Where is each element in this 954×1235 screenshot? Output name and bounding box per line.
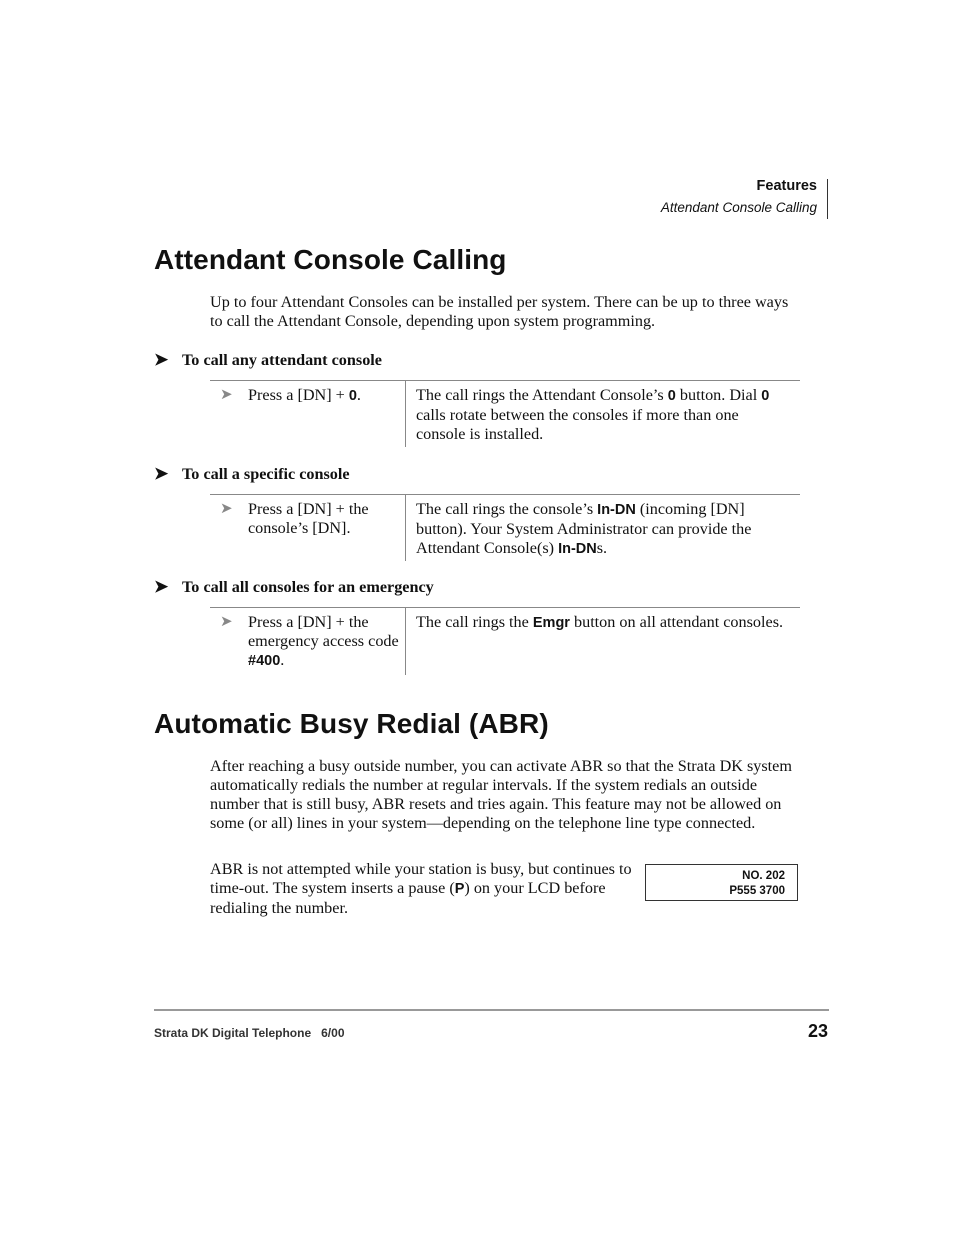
lcd-display-example (645, 864, 798, 901)
action-text: Press a [DN] + 0. (248, 386, 361, 404)
action-cell (210, 608, 406, 675)
action-text: Press a [DN] + the emergency access code #400. (248, 613, 399, 669)
bullet-arrow-icon: ➤ (220, 387, 233, 403)
step-heading-text: To call all consoles for an emergency (182, 578, 434, 596)
bullet-arrow-icon: ➤ (220, 501, 233, 517)
procedure-table (210, 380, 800, 447)
header-divider (827, 179, 828, 219)
key-in-dn: In-DN (597, 502, 636, 518)
footer-title: Strata DK Digital Telephone 6/00 (154, 1026, 345, 1040)
step-heading (154, 464, 350, 484)
running-header-section: Features (756, 178, 817, 194)
bullet-arrow-icon: ➤ (220, 614, 233, 630)
section1-intro: Up to four Attendant Consoles can be installed per system. There can be up to three ways to call the Attendant Console, depending upon system programming. (210, 293, 789, 330)
section-title-attendant-console-calling: Attendant Console Calling (154, 244, 507, 275)
running-header-subsection: Attendant Console Calling (660, 200, 817, 215)
key-emergency-code: #400 (248, 653, 281, 669)
section-title-automatic-busy-redial: Automatic Busy Redial (ABR) (154, 708, 549, 739)
key-pause: P (454, 881, 465, 897)
result-cell: The call rings the console’s In-DN (incoming [DN] button). Your System Administrator can provide the Attendant Console(s) In-DNs. (416, 500, 752, 557)
procedure-table (210, 494, 800, 561)
key-zero: 0 (761, 388, 770, 404)
step-heading-text: To call any attendant console (182, 351, 382, 369)
page-number: 23 (807, 1021, 828, 1041)
action-cell (210, 495, 406, 561)
result-cell: The call rings the Emgr button on all attendant consoles. (416, 613, 784, 631)
lcd-line: NO. 202 (742, 870, 785, 882)
lcd-line: P555 3700 (729, 885, 785, 897)
step-heading-text: To call a specific console (182, 465, 350, 483)
footer-divider (154, 1009, 829, 1011)
section2-paragraph: After reaching a busy outside number, you can activate ABR so that the Strata DK system automatically redials the number at regular intervals. If the system redials an outside number that is still busy, ABR resets and tries again. This feature may not be allowed on some (or all) lines in your system—depending on the telephone line type connected. (210, 757, 792, 832)
key-zero: 0 (667, 388, 676, 404)
result-cell: The call rings the Attendant Console’s 0 button. Dial 0 calls rotate between the consoles if more than one console is installed. (416, 386, 770, 443)
key-in-dn: In-DN (558, 541, 597, 557)
key-emgr: Emgr (532, 615, 570, 631)
key-zero: 0 (348, 388, 357, 404)
section2-paragraph: ABR is not attempted while your station is busy, but continues to time-out. The system inserts a pause (P) on your LCD before redialing the number. (210, 860, 632, 917)
arrow-right-icon: ➤ (154, 464, 169, 483)
step-heading (154, 350, 382, 370)
arrow-right-icon: ➤ (154, 577, 169, 596)
step-heading (154, 577, 434, 597)
action-cell (210, 381, 406, 447)
arrow-right-icon: ➤ (154, 350, 169, 369)
action-text: Press a [DN] + the console’s [DN]. (248, 500, 369, 537)
procedure-table (210, 607, 800, 675)
